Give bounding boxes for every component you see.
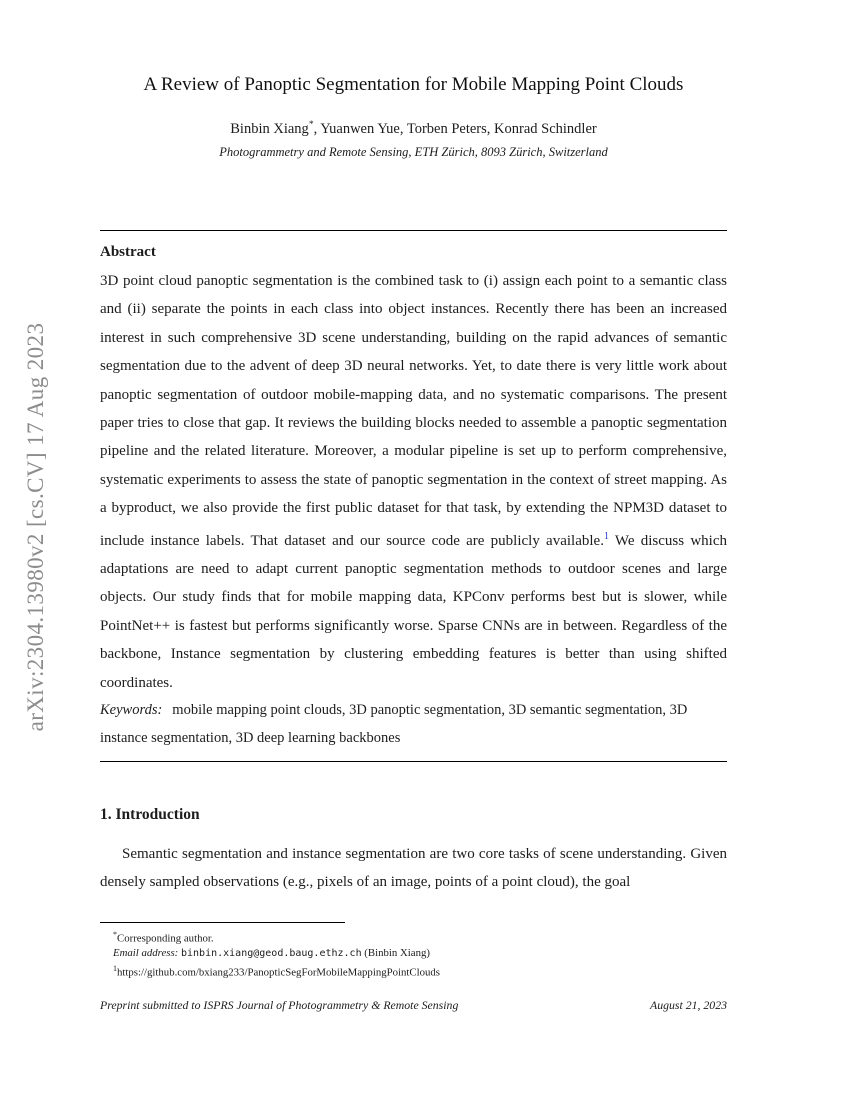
email-suffix: (Binbin Xiang) — [361, 947, 430, 960]
footnote-corresponding-text: Corresponding author. — [117, 932, 214, 945]
author-line — [100, 120, 727, 138]
footnote-code — [100, 962, 727, 980]
abstract-text-1: 3D point cloud panoptic segmentation is the combined task to (i) assign each point to a semantic class and (ii) separate the points in each class into object instances. Recently there has been an increased interest in such comprehensive 3D scene understanding, building on the rapid advances of semantic segmentation due to the advent of deep 3D neural networks. Yet, to date there is very little work about panoptic segmentation of outdoor mobile-mapping data, and no systematic comparisons. The present paper tries to close that gap. It reviews the building blocks needed to assemble a panoptic segmentation pipeline and the related literature. Moreover, a modular pipeline is set up to perform comprehensive, systematic experiments to assess the state of panoptic segmentation in the context of street mapping. As a byproduct, we also provide the first public dataset for that task, by extending the NPM3D dataset to include instance labels. That dataset and our source code are publicly available. — [100, 273, 727, 549]
footnote-code-marker: 1 — [113, 963, 117, 973]
footer-date: August 21, 2023 — [649, 998, 727, 1012]
footnote-divider — [100, 922, 345, 923]
footnotes-section — [100, 922, 727, 980]
footnote-ref-link[interactable]: 1 — [603, 530, 609, 542]
footnote-email — [100, 946, 727, 962]
footnote-corresponding-marker: * — [113, 930, 117, 939]
author-rest: , Yuanwen Yue, Torben Peters, Konrad Schindler — [313, 120, 597, 137]
keywords-text: mobile mapping point clouds, 3D panoptic segmentation, 3D semantic segmentation, 3D instance segmentation, 3D deep learning backbones — [100, 702, 688, 746]
abstract-divider-bottom — [100, 761, 727, 762]
keywords-label: Keywords: — [100, 702, 163, 719]
paper-title: A Review of Panoptic Segmentation for Mobile Mapping Point Clouds — [143, 74, 684, 95]
page-footer — [100, 998, 727, 1013]
introduction-paragraph: Semantic segmentation and instance segmentation are two core tasks of scene understanding. Given densely sampled observations (e.g., pixels of an image, points of a point cloud), the goal — [100, 846, 727, 891]
abstract-text-2: We discuss which adaptations are need to adapt current panoptic segmentation methods to outdoor scenes and large objects. Our study finds that for mobile mapping data, KPConv performs best but is slower, while PointNet++ is fastest but performs significantly worse. Sparse CNNs are in between. Regardless of the backbone, Instance segmentation by clustering embedding features is better than using shifted coordinates. — [100, 532, 727, 691]
keywords-line — [100, 697, 727, 752]
footnote-corresponding — [100, 928, 727, 946]
corresponding-author-marker: * — [308, 120, 314, 130]
abstract-section — [100, 230, 727, 762]
paper-header — [100, 74, 727, 160]
abstract-body — [100, 267, 727, 697]
abstract-heading: Abstract — [100, 244, 156, 260]
author-first: Binbin Xiang — [230, 120, 309, 137]
footer-journal: Preprint submitted to ISPRS Journal of Photogrammetry & Remote Sensing — [100, 998, 459, 1012]
email-label: Email address: — [113, 947, 179, 960]
arxiv-watermark: arXiv:2304.13980v2 [cs.CV] 17 Aug 2023 — [23, 322, 48, 732]
email-address-link[interactable]: binbin.xiang@geod.baug.ethz.ch — [180, 948, 362, 960]
introduction-section — [100, 806, 727, 897]
code-url-link[interactable]: https://github.com/bxiang233/PanopticSegForMobileMappingPointClouds — [117, 966, 441, 979]
affiliation-line: Photogrammetry and Remote Sensing, ETH Zürich, 8093 Zürich, Switzerland — [219, 144, 608, 159]
introduction-heading: 1. Introduction — [100, 806, 200, 823]
